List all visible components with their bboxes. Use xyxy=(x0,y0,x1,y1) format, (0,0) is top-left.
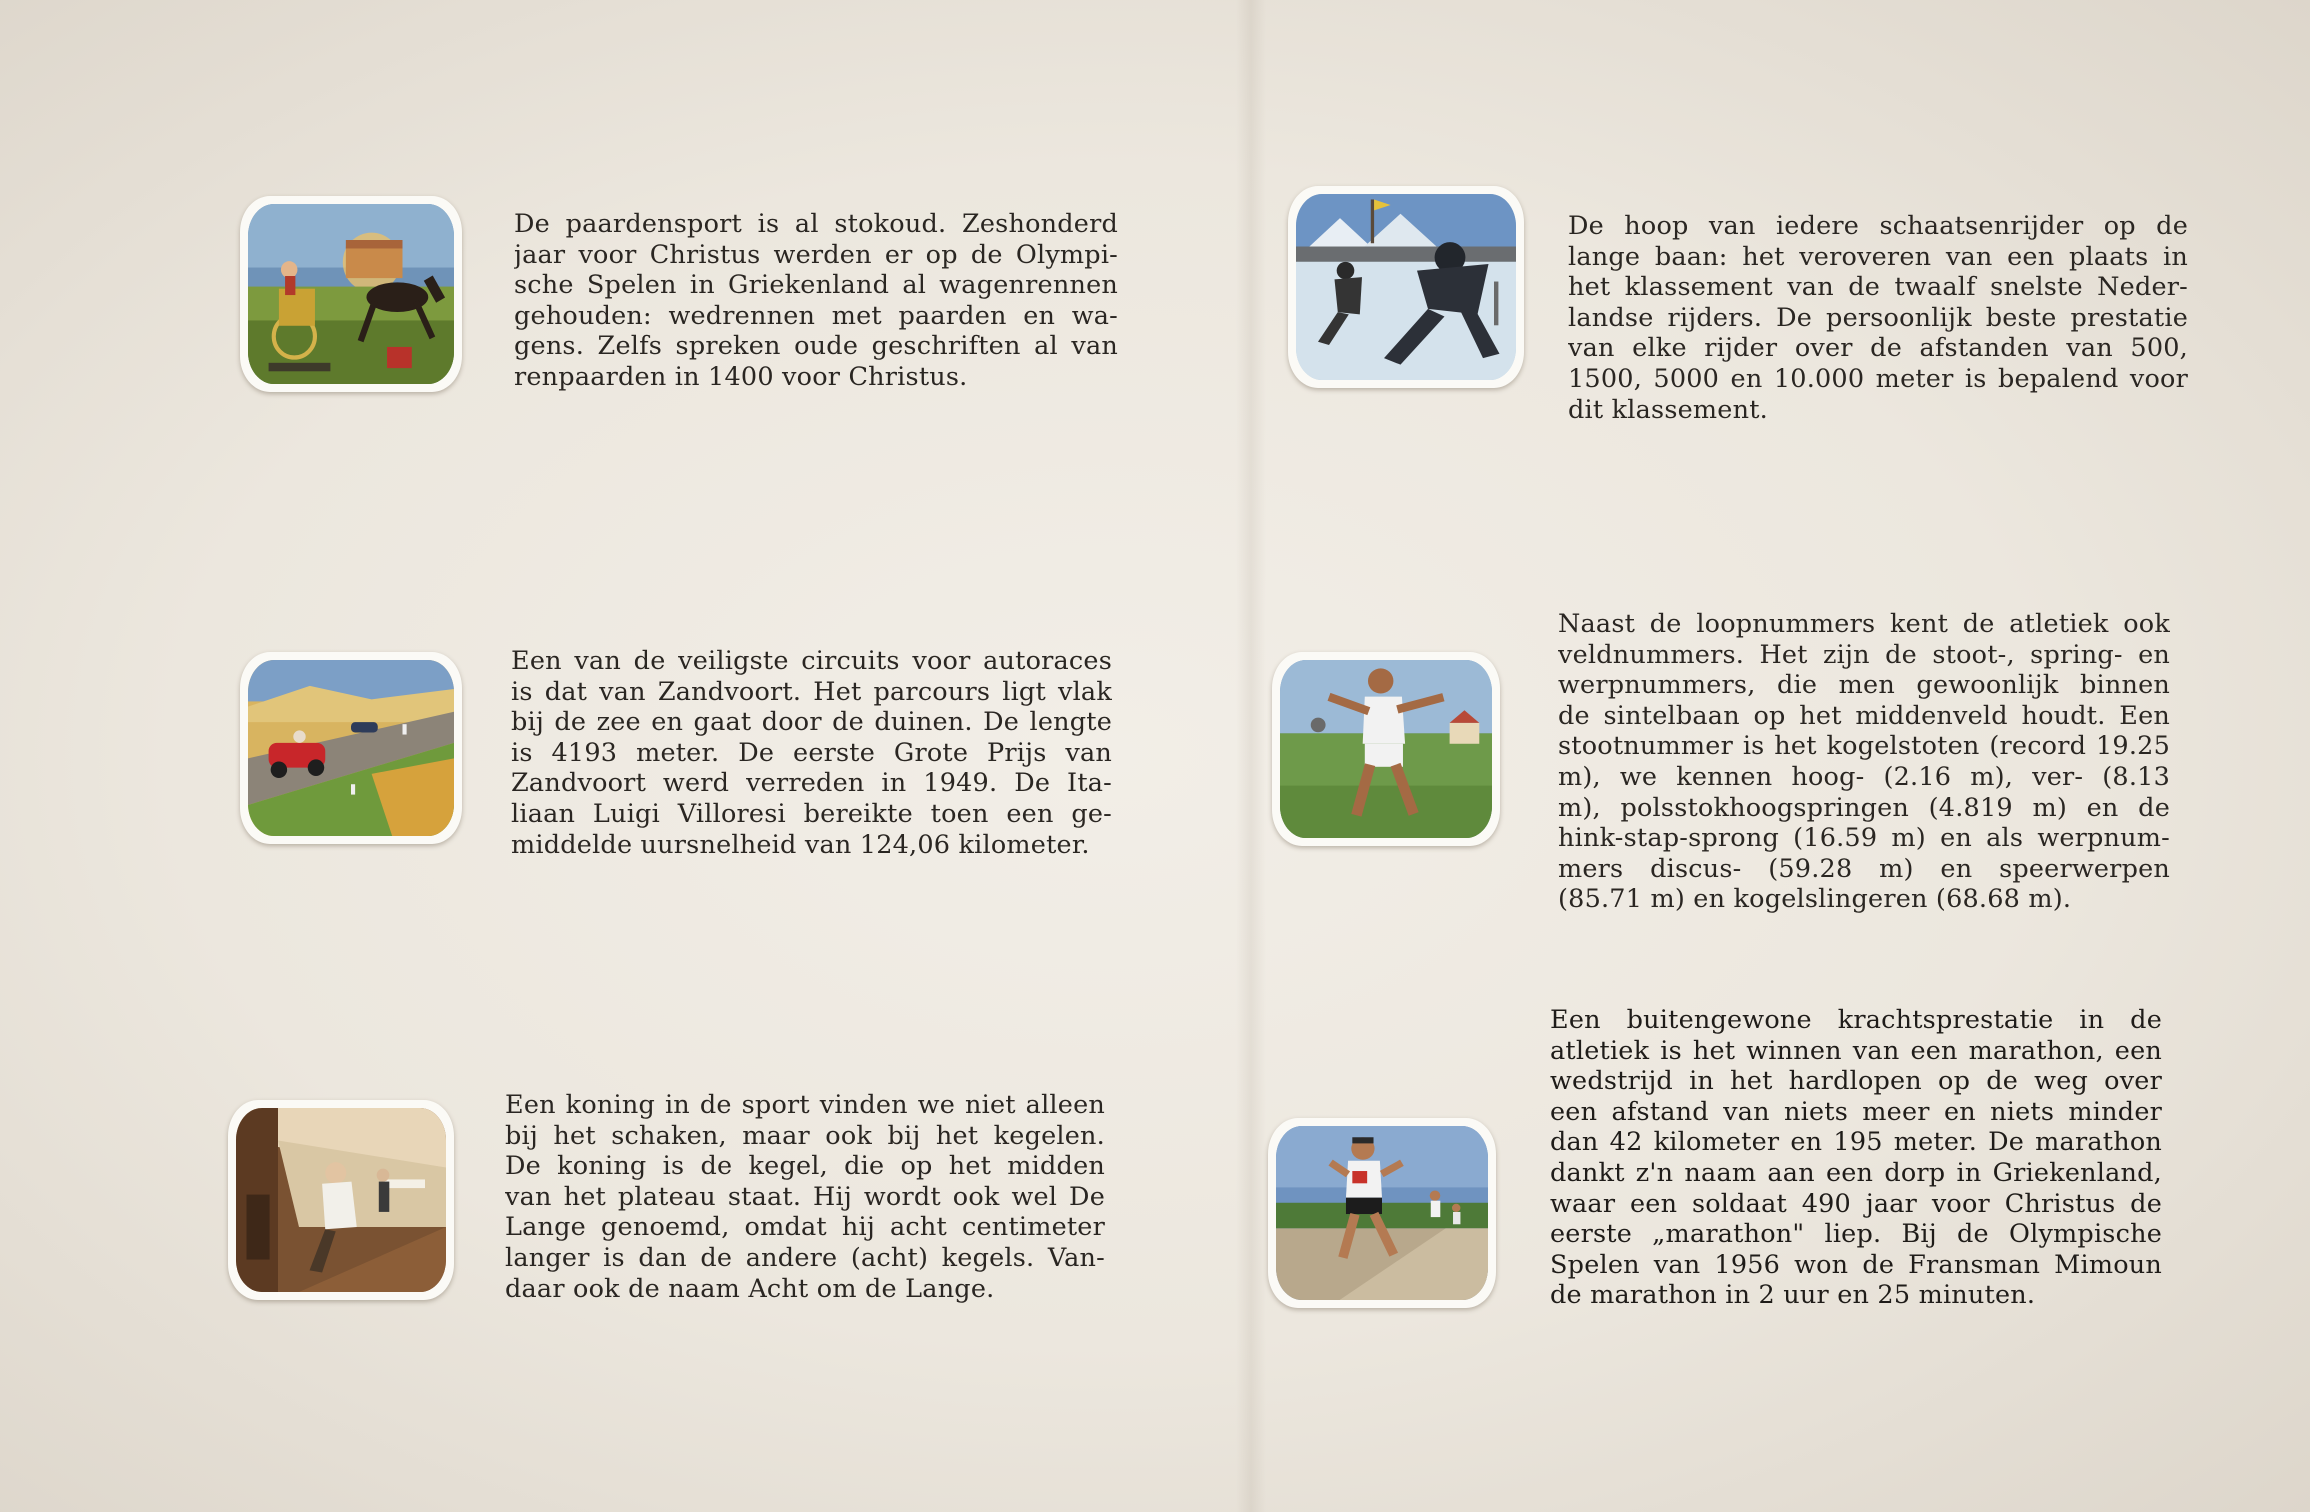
text-line: Een buitengewone krachtsprestatie in de xyxy=(1550,1005,2162,1035)
text-line: van het plateau staat. Hij wordt ook wel De xyxy=(505,1181,1105,1212)
horse-racing-paragraph xyxy=(514,209,1118,393)
text-line: daar ook de naam Acht om de Lange. xyxy=(505,1273,995,1304)
text-line: dan 42 kilometer en 195 meter. De marathon xyxy=(1550,1127,2162,1158)
text-line: dit klassement. xyxy=(1568,394,1768,425)
text-line: dankt z'n naam aan een dorp in Griekenland, xyxy=(1550,1157,2162,1188)
discus-throw-card xyxy=(1272,652,1500,846)
text-line: (85.71 m) en kogelslingeren (68.68 m). xyxy=(1558,884,2072,915)
text-line: hink-stap-sprong (16.59 m) en als werpnum- xyxy=(1558,823,2170,854)
text-line: Een koning in de sport vinden we niet alleen xyxy=(505,1090,1105,1120)
text-line: lange baan: het veroveren van een plaats in xyxy=(1568,241,2188,272)
marathon-picture xyxy=(1276,1126,1488,1300)
page-fold xyxy=(1236,0,1266,1512)
auto-racing-picture xyxy=(248,660,454,836)
text-line: is dat van Zandvoort. Het parcours ligt vlak xyxy=(511,676,1112,707)
athletics-field-paragraph xyxy=(1558,609,2170,915)
text-line: Lange genoemd, omdat hij acht centimeter xyxy=(505,1212,1105,1243)
auto-racing-card xyxy=(240,652,462,844)
text-line: 1500, 5000 en 10.000 meter is bepalend voor xyxy=(1568,363,2188,394)
text-line: Spelen van 1956 won de Fransman Mimoun xyxy=(1550,1249,2162,1280)
text-line: De hoop van iedere schaatsenrijder op de xyxy=(1568,211,2188,241)
text-line: m), polsstokhoogspringen (4.819 m) en de xyxy=(1558,792,2170,823)
marathon-paragraph xyxy=(1550,1005,2162,1311)
speed-skating-picture xyxy=(1296,194,1516,380)
speed-skating-card xyxy=(1288,186,1524,388)
bowling-picture xyxy=(236,1108,446,1292)
chariot-racing-card xyxy=(240,196,462,392)
text-line: jaar voor Christus werden er op de Olympi- xyxy=(514,239,1118,270)
text-line: atletiek is het winnen van een marathon, een xyxy=(1550,1035,2162,1066)
text-line: een afstand van niets meer en niets minder xyxy=(1550,1096,2162,1127)
text-line: renpaarden in 1400 voor Christus. xyxy=(514,361,968,392)
discus-throw-picture xyxy=(1280,660,1492,838)
text-line: wedstrijd in het hardlopen op de weg over xyxy=(1550,1066,2162,1097)
speed-skating-paragraph xyxy=(1568,211,2188,425)
text-line: bij het schaken, maar ook bij het kegelen. xyxy=(505,1120,1105,1151)
bowling-card xyxy=(228,1100,454,1300)
chariot-racing-picture xyxy=(248,204,454,384)
text-line: veldnummers. Het zijn de stoot-, spring- en xyxy=(1558,639,2170,670)
text-line: gens. Zelfs spreken oude geschriften al van xyxy=(514,331,1118,362)
text-line: het klassement van de twaalf snelste Neder- xyxy=(1568,272,2188,303)
text-line: is 4193 meter. De eerste Grote Prijs van xyxy=(511,737,1112,768)
text-line: Naast de loopnummers kent de atletiek ook xyxy=(1558,609,2170,639)
text-line: van elke rijder over de afstanden van 500, xyxy=(1568,333,2188,364)
auto-racing-paragraph xyxy=(511,646,1112,860)
text-line: eerste „marathon" liep. Bij de Olympische xyxy=(1550,1219,2162,1250)
text-line: Zandvoort werd verreden in 1949. De Ita- xyxy=(511,768,1112,799)
text-line: liaan Luigi Villoresi bereikte toen een ge- xyxy=(511,798,1112,829)
text-line: werpnummers, die men gewoonlijk binnen xyxy=(1558,670,2170,701)
text-line: de sintelbaan op het middenveld houdt. Een xyxy=(1558,700,2170,731)
text-line: landse rijders. De persoonlijk beste prestatie xyxy=(1568,302,2188,333)
text-line: langer is dan de andere (acht) kegels. Van- xyxy=(505,1242,1105,1273)
text-line: sche Spelen in Griekenland al wagenrennen xyxy=(514,270,1118,301)
text-line: bij de zee en gaat door de duinen. De lengte xyxy=(511,707,1112,738)
text-line: De paardensport is al stokoud. Zeshonderd xyxy=(514,209,1118,239)
bowling-paragraph xyxy=(505,1090,1105,1304)
text-line: waar een soldaat 490 jaar voor Christus de xyxy=(1550,1188,2162,1219)
text-line: De koning is de kegel, die op het midden xyxy=(505,1151,1105,1182)
text-line: middelde uursnelheid van 124,06 kilometer. xyxy=(511,829,1090,860)
text-line: mers discus- (59.28 m) en speerwerpen xyxy=(1558,853,2170,884)
text-line: m), we kennen hoog- (2.16 m), ver- (8.13 xyxy=(1558,761,2170,792)
marathon-card xyxy=(1268,1118,1496,1308)
text-line: stootnummer is het kogelstoten (record 19.25 xyxy=(1558,731,2170,762)
text-line: de marathon in 2 uur en 25 minuten. xyxy=(1550,1280,2036,1311)
text-line: Een van de veiligste circuits voor autoraces xyxy=(511,646,1112,676)
text-line: gehouden: wedrennen met paarden en wa- xyxy=(514,300,1118,331)
